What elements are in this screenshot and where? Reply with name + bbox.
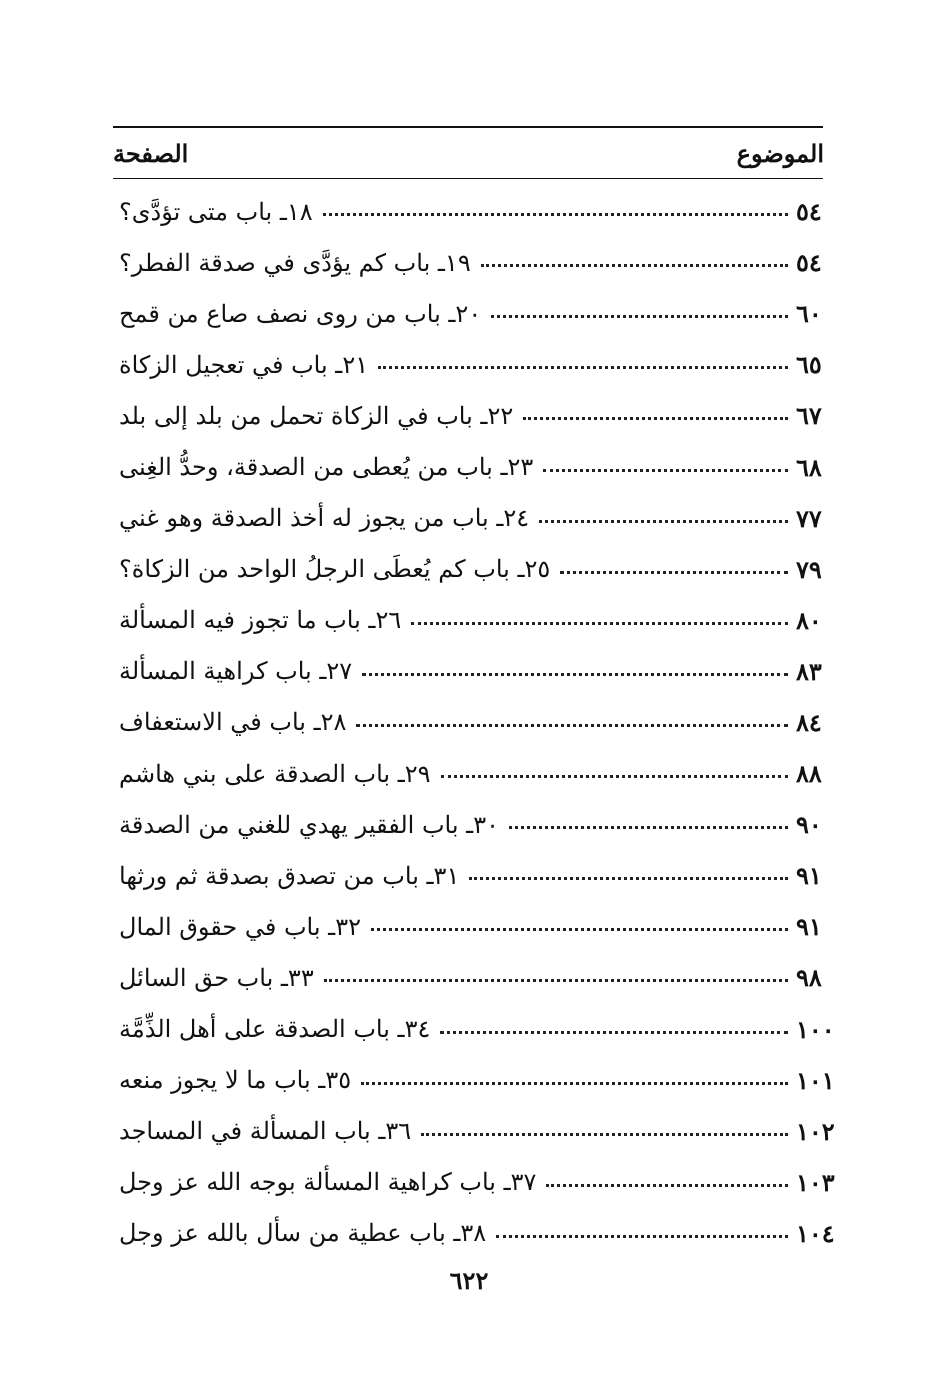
toc-entry-title: ١٨ـ باب متى تؤدَّى؟ — [119, 197, 313, 226]
toc-entry-title: ٢٧ـ باب كراهية المسألة — [119, 657, 353, 686]
toc-entry-page: ١٠١ — [796, 1065, 835, 1095]
toc-entry — [113, 901, 838, 952]
toc-entry-page: ٧٩ — [796, 554, 822, 584]
toc-entry — [113, 697, 838, 748]
toc-entry-page: ٧٧ — [796, 503, 822, 533]
toc-entry-title: ٣٧ـ باب كراهية المسألة بوجه الله عز وجل — [119, 1168, 537, 1197]
dot-leader — [509, 826, 788, 829]
toc-entry-page: ٨٤ — [796, 707, 822, 737]
dot-leader — [481, 264, 788, 267]
dot-leader — [539, 520, 788, 523]
toc-entry-title: ٣٤ـ باب الصدقة على أهل الذِّمَّة — [119, 1015, 431, 1044]
toc-entry-title: ٢٤ـ باب من يجوز له أخذ الصدقة وهو غني — [119, 504, 530, 533]
toc-entry-page: ٥٤ — [796, 197, 822, 227]
dot-leader — [546, 1184, 788, 1187]
toc-entry-title: ٢٠ـ باب من روى نصف صاع من قمح — [119, 299, 482, 328]
dot-leader — [543, 469, 788, 472]
toc-entry-title: ٣١ـ باب من تصدق بصدقة ثم ورثها — [119, 861, 460, 890]
toc-entry — [113, 1055, 838, 1106]
dot-leader — [371, 928, 788, 931]
dot-leader — [324, 979, 788, 982]
toc-entry-page: ١٠٢ — [796, 1116, 835, 1146]
toc-entry-page: ٩١ — [796, 861, 822, 891]
toc-entry-page: ١٠٤ — [796, 1218, 835, 1248]
toc-entry — [113, 390, 838, 441]
toc-entry — [113, 850, 838, 901]
toc-entry-title: ٣٣ـ باب حق السائل — [119, 963, 314, 992]
toc-entry-title: ٢٣ـ باب من يُعطى من الصدقة، وحدُّ الغِنى — [119, 453, 534, 482]
toc-entry-page: ٦٧ — [796, 401, 822, 431]
toc-entry — [113, 1208, 838, 1259]
dot-leader — [469, 877, 788, 880]
dot-leader — [496, 1235, 788, 1238]
dot-leader — [323, 213, 788, 216]
toc-entry-title: ٢٦ـ باب ما تجوز فيه المسألة — [119, 606, 402, 635]
toc-entry — [113, 595, 838, 646]
toc-entry-page: ١٠٠ — [796, 1014, 835, 1044]
toc-entry-page: ٩١ — [796, 912, 822, 942]
dot-leader — [491, 315, 788, 318]
dot-leader — [441, 775, 788, 778]
toc-entry-title: ١٩ـ باب كم يؤدَّى في صدقة الفطر؟ — [119, 248, 471, 277]
dot-leader — [378, 366, 788, 369]
toc-entry — [113, 186, 838, 237]
toc-entry-page: ٨٣ — [796, 656, 822, 686]
toc-entry-title: ٢٨ـ باب في الاستعفاف — [119, 708, 347, 737]
top-rule — [113, 126, 823, 128]
toc-entry — [113, 237, 838, 288]
toc-entry-title: ٢٢ـ باب في الزكاة تحمل من بلد إلى بلد — [119, 401, 514, 430]
toc-entry-page: ٩٨ — [796, 963, 822, 993]
toc-entry-page: ٩٠ — [796, 810, 822, 840]
toc-entry-title: ٣٥ـ باب ما لا يجوز منعه — [119, 1066, 352, 1095]
toc-entry-page: ٦٥ — [796, 350, 822, 380]
toc-entry — [113, 441, 838, 492]
toc-entry-title: ٣٦ـ باب المسألة في المساجد — [119, 1117, 412, 1146]
toc-entry — [113, 339, 838, 390]
toc-entry-title: ٢١ـ باب في تعجيل الزكاة — [119, 350, 369, 379]
dot-leader — [523, 417, 788, 420]
page-number: ٦٢٢ — [449, 1266, 489, 1295]
dot-leader — [421, 1133, 788, 1136]
toc-entry-title: ٢٥ـ باب كم يُعطَى الرجلُ الواحد من الزكاة؟ — [119, 555, 551, 584]
toc-entry-page: ١٠٣ — [796, 1167, 835, 1197]
toc-entry — [113, 1157, 838, 1208]
toc-entry — [113, 952, 838, 1003]
toc-entry — [113, 799, 838, 850]
toc-entry-page: ٨٠ — [796, 605, 822, 635]
toc-entry — [113, 646, 838, 697]
toc-entry-title: ٣٨ـ باب عطية من سأل بالله عز وجل — [119, 1219, 487, 1248]
dot-leader — [356, 724, 788, 727]
dot-leader — [361, 1082, 788, 1085]
toc-entry — [113, 288, 838, 339]
toc-entry — [113, 748, 838, 799]
dot-leader — [560, 571, 788, 574]
toc-entry-title: ٣٢ـ باب في حقوق المال — [119, 912, 361, 941]
toc-entry-title: ٢٩ـ باب الصدقة على بني هاشم — [119, 759, 431, 788]
topic-column-header: الموضوع — [736, 139, 824, 168]
toc-entry-page: ٦٠ — [796, 299, 822, 329]
toc-entry — [113, 1004, 838, 1055]
toc-entry-page: ٨٨ — [796, 759, 822, 789]
dot-leader — [411, 622, 788, 625]
toc-entry-page: ٥٤ — [796, 248, 822, 278]
dot-leader — [362, 673, 788, 676]
toc-entry-page: ٦٨ — [796, 452, 822, 482]
dot-leader — [440, 1031, 788, 1034]
toc-entry — [113, 493, 838, 544]
toc-entry — [113, 544, 838, 595]
toc-entry-title: ٣٠ـ باب الفقير يهدي للغني من الصدقة — [119, 810, 499, 839]
page-column-header: الصفحة — [113, 139, 189, 168]
header-rule — [113, 178, 823, 179]
toc-list — [113, 186, 838, 1259]
toc-entry — [113, 1106, 838, 1157]
